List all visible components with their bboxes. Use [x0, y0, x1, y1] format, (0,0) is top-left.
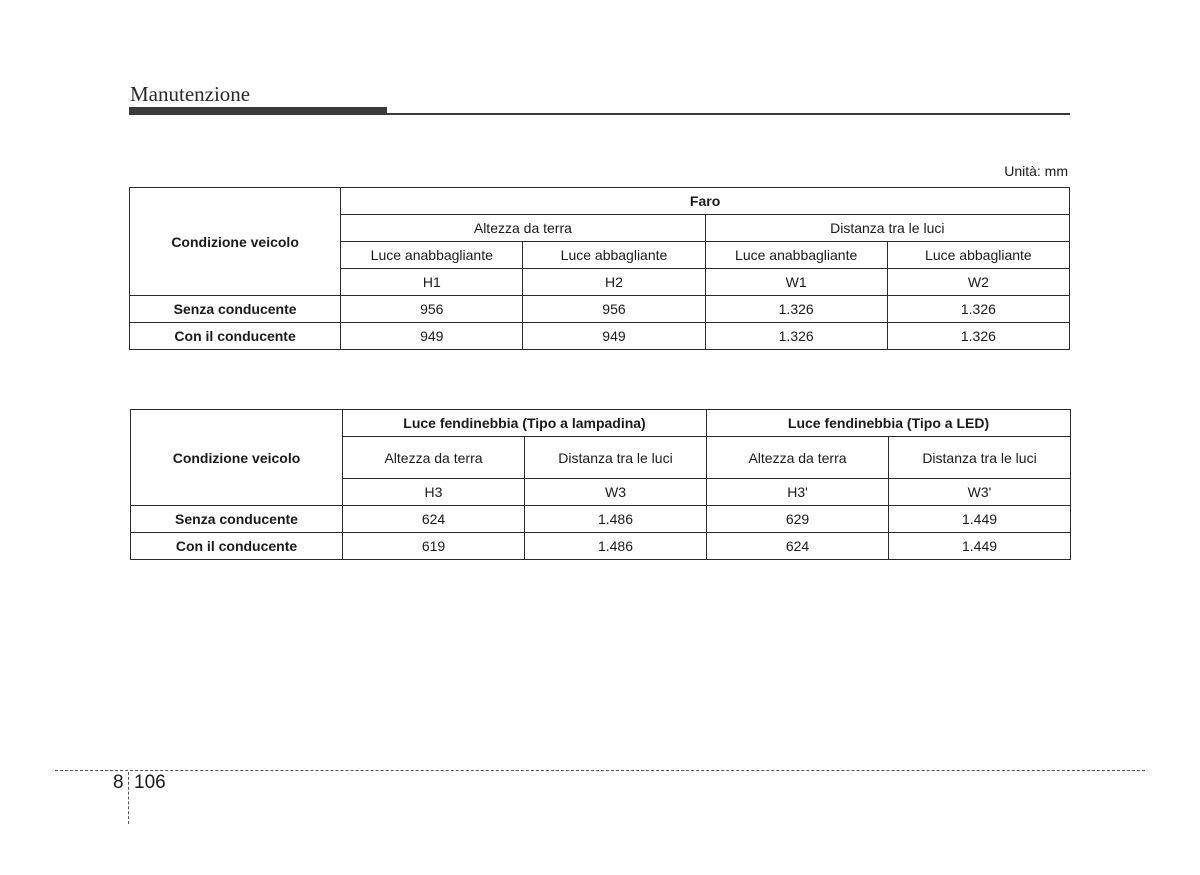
beam-type-header: Luce abbagliante	[887, 242, 1069, 269]
table-cell: 1.326	[705, 323, 887, 350]
headlamp-table	[129, 187, 1070, 350]
headlamp-group-header: Faro	[341, 188, 1070, 215]
table-row	[131, 533, 1071, 560]
code-header: W2	[887, 269, 1069, 296]
table-cell: 1.326	[887, 323, 1069, 350]
table-cell: 629	[707, 506, 889, 533]
code-header: H2	[523, 269, 705, 296]
row-label: Con il conducente	[131, 533, 343, 560]
table-cell: 1.449	[889, 533, 1071, 560]
code-header: H3	[343, 479, 525, 506]
row-label: Senza conducente	[131, 506, 343, 533]
chapter-number: 8	[113, 772, 124, 793]
header-rule-thin	[387, 113, 1070, 115]
subgroup-header: Distanza tra le luci	[889, 437, 1071, 479]
code-header: H1	[341, 269, 523, 296]
table-cell: 1.449	[889, 506, 1071, 533]
table-cell: 1.486	[525, 533, 707, 560]
subgroup-header: Altezza da terra	[343, 437, 525, 479]
section-title: Manutenzione	[130, 82, 251, 106]
table-cell: 956	[523, 296, 705, 323]
table-cell: 949	[523, 323, 705, 350]
subgroup-header: Distanza tra le luci	[525, 437, 707, 479]
table-cell: 619	[343, 533, 525, 560]
footer-dashed-divider	[128, 772, 129, 824]
row-label: Con il conducente	[130, 323, 341, 350]
beam-type-header: Luce anabbagliante	[341, 242, 523, 269]
table-cell: 624	[707, 533, 889, 560]
vehicle-condition-header: Condizione veicolo	[130, 188, 341, 296]
table-cell: 949	[341, 323, 523, 350]
table-row	[130, 296, 1070, 323]
code-header: W3	[525, 479, 707, 506]
subgroup-header: Distanza tra le luci	[705, 215, 1069, 242]
table-cell: 624	[343, 506, 525, 533]
table-cell: 956	[341, 296, 523, 323]
code-header: W1	[705, 269, 887, 296]
fog-lamp-table	[130, 409, 1071, 560]
table-cell: 1.486	[525, 506, 707, 533]
beam-type-header: Luce abbagliante	[523, 242, 705, 269]
footer-dashed-rule	[55, 770, 1145, 771]
row-label: Senza conducente	[130, 296, 341, 323]
fog-bulb-group-header: Luce fendinebbia (Tipo a lampadina)	[343, 410, 707, 437]
unit-label: Unità: mm	[1004, 163, 1068, 179]
subgroup-header: Altezza da terra	[707, 437, 889, 479]
page-number: 106	[134, 772, 166, 793]
fog-led-group-header: Luce fendinebbia (Tipo a LED)	[707, 410, 1071, 437]
code-header: H3'	[707, 479, 889, 506]
beam-type-header: Luce anabbagliante	[705, 242, 887, 269]
table-cell: 1.326	[887, 296, 1069, 323]
header-rule-thick	[129, 107, 387, 115]
subgroup-header: Altezza da terra	[341, 215, 705, 242]
code-header: W3'	[889, 479, 1071, 506]
table-cell: 1.326	[705, 296, 887, 323]
table-row	[130, 323, 1070, 350]
vehicle-condition-header: Condizione veicolo	[131, 410, 343, 506]
table-row	[131, 506, 1071, 533]
